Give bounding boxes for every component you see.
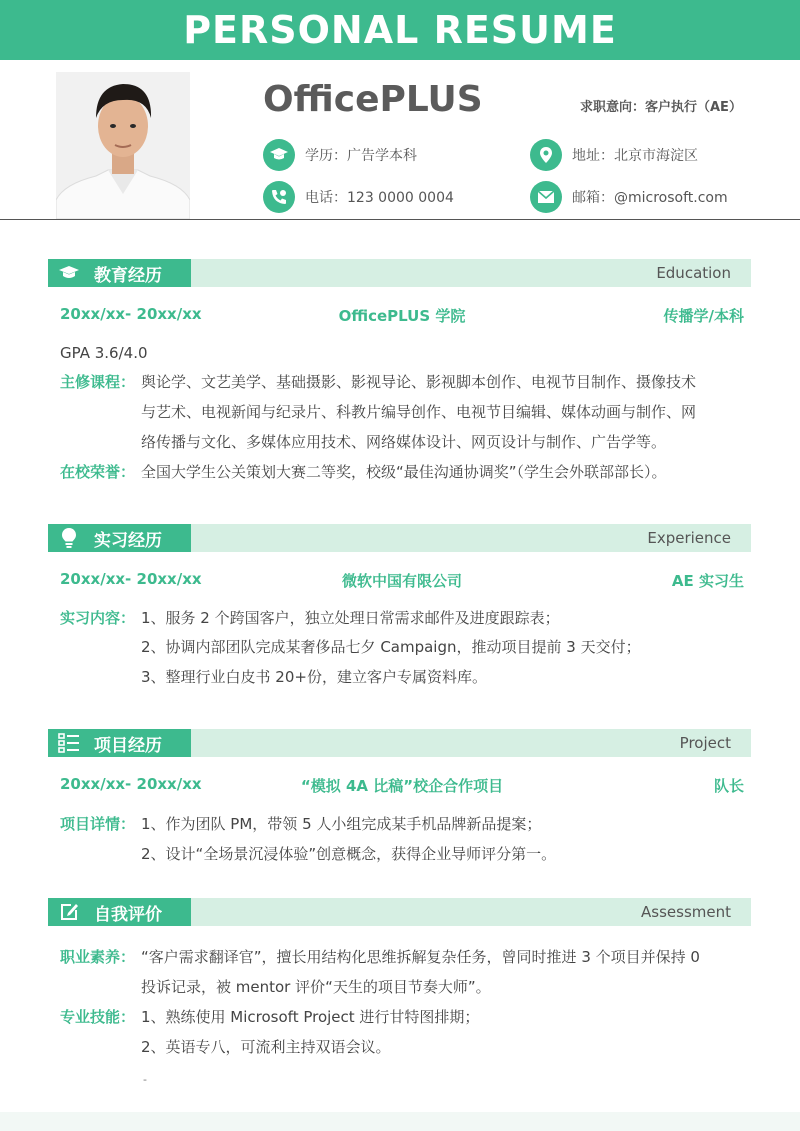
education-gpa: GPA 3.6/4.0 xyxy=(60,344,148,362)
envelope-icon xyxy=(530,181,562,213)
edit-icon xyxy=(58,901,80,923)
quality-line: 投诉记录，被 mentor 评价“天生的项目节奏大师”。 xyxy=(141,978,491,996)
internship-content-line: 2、协调内部团队完成某奢侈品七夕 Campaign，推动项目提前 3 天交付； xyxy=(141,638,641,656)
courses-line: 络传播与文化、多媒体应用技术、网络媒体设计、网页设计与制作、广告学等。 xyxy=(141,433,667,451)
project-date: 20xx/xx- 20xx/xx xyxy=(60,775,202,793)
project-details-label: 项目详情： xyxy=(60,815,136,833)
header-divider xyxy=(0,219,800,220)
list-icon xyxy=(58,732,80,754)
graduation-cap-icon xyxy=(263,139,295,171)
internship-company: 微软中国有限公司 xyxy=(341,572,462,590)
project-role: 队长 xyxy=(713,777,744,795)
project-details-line: 1、作为团队 PM，带领 5 人小组完成某手机品牌新品提案； xyxy=(141,815,542,833)
courses-line: 舆论学、文艺美学、基础摄影、影视导论、影视脚本创作、电视节目制作、摄像技术 xyxy=(141,373,697,391)
section-title-en: Experience xyxy=(647,529,731,547)
quality-line: “客户需求翻译官”，擅长用结构化思维拆解复杂任务，曾同时推进 3 个项目并保持 0 xyxy=(141,948,700,966)
education-date: 20xx/xx- 20xx/xx xyxy=(60,305,202,323)
section-title: 教育经历 xyxy=(94,265,162,286)
project-details-line: 2、设计“全场景沉浸体验”创意概念，获得企业导师评分第一。 xyxy=(141,845,557,863)
section-header-project xyxy=(48,729,751,757)
internship-content-label: 实习内容： xyxy=(60,609,136,627)
location-pin-icon xyxy=(530,139,562,171)
section-title-en: Project xyxy=(679,734,731,752)
section-title: 项目经历 xyxy=(94,735,162,756)
info-education: 学历：广告学本科 xyxy=(263,139,417,171)
project-summary-row xyxy=(60,775,744,799)
info-email: 邮箱：@microsoft.com xyxy=(530,181,728,213)
section-title-en: Assessment xyxy=(641,903,731,921)
section-title-en: Education xyxy=(656,264,731,282)
internship-date: 20xx/xx- 20xx/xx xyxy=(60,570,202,588)
trailing-mark: - xyxy=(143,1073,147,1086)
skills-line: 1、熟练使用 Microsoft Project 进行甘特图排期； xyxy=(141,1008,480,1026)
education-summary-row xyxy=(60,305,744,329)
education-major: 传播学/本科 xyxy=(663,307,744,325)
internship-content-line: 1、服务 2 个跨国客户，独立处理日常需求邮件及进度跟踪表； xyxy=(141,609,560,627)
job-intention: 求职意向：客户执行（AE） xyxy=(580,100,742,115)
internship-summary-row xyxy=(60,570,744,594)
education-school: OfficePLUS 学院 xyxy=(338,307,466,325)
info-address: 地址：北京市海淀区 xyxy=(530,139,698,171)
section-header-education xyxy=(48,259,751,287)
courses-label: 主修课程： xyxy=(60,373,136,391)
project-name: “模拟 4A 比稿”校企合作项目 xyxy=(300,777,504,795)
phone-icon xyxy=(263,181,295,213)
courses-line: 与艺术、电视新闻与纪录片、科教片编导创作、电视节目编辑、媒体动画与制作、网 xyxy=(141,403,697,421)
lightbulb-icon xyxy=(58,527,80,549)
internship-content-line: 3、整理行业白皮书 20+份，建立客户专属资料库。 xyxy=(141,668,487,686)
section-header-assessment xyxy=(48,898,751,926)
banner-title: PERSONAL RESUME xyxy=(183,8,617,52)
quality-label: 职业素养： xyxy=(60,948,136,966)
info-phone: 电话：123 0000 0004 xyxy=(263,181,454,213)
portrait-photo xyxy=(56,72,190,219)
skills-label: 专业技能： xyxy=(60,1008,136,1026)
internship-role: AE 实习生 xyxy=(671,572,744,590)
candidate-name: OfficePLUS xyxy=(263,79,483,120)
honors-label: 在校荣誉： xyxy=(60,463,136,481)
section-header-internship xyxy=(48,524,751,552)
honors-text: 全国大学生公关策划大赛二等奖，校级“最佳沟通协调奖”（学生会外联部部长）。 xyxy=(141,463,667,481)
graduation-cap-icon xyxy=(58,262,80,284)
section-title: 实习经历 xyxy=(94,530,162,551)
skills-line: 2、英语专八，可流利主持双语会议。 xyxy=(141,1038,391,1056)
page-footer xyxy=(0,1112,800,1131)
section-title: 自我评价 xyxy=(94,904,162,925)
